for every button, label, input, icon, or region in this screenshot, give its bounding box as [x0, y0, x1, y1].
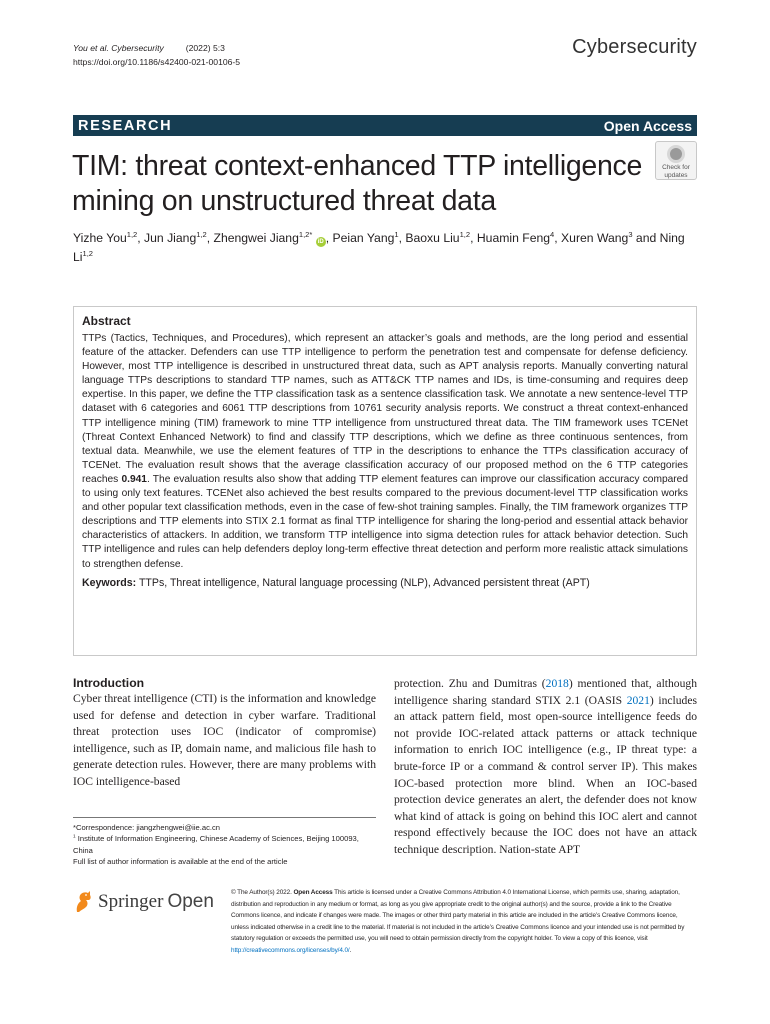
license-text: © The Author(s) 2022. Open Access This article is licensed under a Creative Commons Attribution 4.0 International License, which permits use, sharing, adaptation, distribution and reproduction in any medium or format, as long as you give appropriate credit to the original author(s) and the source, provide a link to the Creative Commons licence, and indicate if changes were made. The images or other third party material in this article are included in the article’s Creative Commons licence, unless indicated otherwise in a credit line to the material. If material is not included in the article’s Creative Commons licence and your intended use is not permitted by statutory regulation or exceeds the permitted use, you will need to obtain permission directly from the copyright holder. To view a copy of this licence, visit http://creativecommons.org/licenses/by/4.0/.: [231, 889, 685, 954]
keywords: [82, 576, 688, 591]
license-open-access: Open Access: [293, 889, 333, 896]
intro-right-column: [394, 676, 697, 859]
author-list: Yizhe You$^{1,2}$, Jun Jiang$^{1,2}$, Zhengwei Jiang$^{1,2*}$ iD , Peian Yang$^1$, Baoxu Liu$^{1,2}$, Huamin Feng$^4$, Xuren Wang$^3$ and Ning Li$^{1,2}$: [73, 229, 685, 264]
open-wordmark: Open: [167, 891, 214, 912]
section-label: RESEARCH: [78, 117, 173, 134]
check-for-updates-badge[interactable]: [655, 141, 697, 180]
author-affiliation: 1,2: [82, 248, 93, 258]
keywords-list: TTPs, Threat intelligence, Natural language processing (NLP), Advanced persistent threat (APT): [138, 576, 590, 589]
abstract-box: [73, 306, 697, 656]
author-name: Huamin Feng: [476, 231, 551, 245]
section-banner: [73, 115, 697, 136]
introduction-heading: Introduction: [73, 676, 145, 690]
correspondence-note: *Correspondence: jiangzhengwei@iie.ac.cn: [73, 823, 221, 832]
open-access-label: Open Access: [603, 117, 692, 134]
doi-link[interactable]: https://doi.org/10.1186/s42400-021-00106-5: [73, 57, 241, 67]
springer-wordmark: Springer: [98, 891, 164, 912]
abstract-heading: Abstract: [82, 314, 131, 328]
author-affiliation: 1,2: [459, 229, 471, 239]
affiliation-note: $^1$ Institute of Information Engineering, Chinese Academy of Sciences, Beijing 100093, China: [73, 833, 359, 855]
citation-journal: You et al. Cybersecurity: [73, 43, 164, 53]
author-affiliation: 1,2: [126, 229, 138, 239]
check-updates-icon: [667, 145, 685, 163]
author-affiliation: 3: [628, 229, 633, 239]
abstract-text: TTPs (Tactics, Techniques, and Procedures), which represent an attacker’s goals and methods, are the long period and essential feature of the attacker. Defenders can use TTP intelligence to perform the penetration test and compensate for defense deficiency. However, most TTP intelligence is described in unstructured threat data, such as APT analysis reports. Manually converting natural language TTPs descriptions to standard TTP names, such as ATT&CK TTP names and IDs, is time-consuming and requires deep expertise. In this paper, we define the TTP classification task as a sentence classification task. We annotate a new sentence-level TTP dataset with 6 categories and 6061 TTP descriptions from 10761 security analysis reports. We construct a threat context-enhanced TTP intelligence mining (TIM) framework to mine TTP intelligence from unstructured threat data. The TIM framework uses TCENet (Threat Context Enhanced Network) to find and classify TTP descriptions, which we define as three continuous sentences, from textual data. Meanwhile, we use the element features of TTP in the descriptions to enhance the TTPs classification accuracy of TCENet. The evaluation result shows that the average classification accuracy of our proposed method on the 6 TTP categories reaches 0.941. The evaluation results also show that adding TTP element features can improve our classification accuracy compared to using only text features. TCENet also achieved the best results compared to the previous document-level TTP classification works and other popular text classification methods, even in the case of few-shot training samples. Finally, the TIM framework organizes TTP descriptions and TTP elements into STIX 2.1 format as final TTP intelligence for sharing the long-period and essential attack behavior characteristics of attackers. In addition, we transform TTP intelligence into sigma detection rules for attack behavior detection. Such TTP intelligence and rules can help defenders deploy long-term effective threat detection and perform more realistic attack simulations to strengthen defense.: [82, 333, 689, 570]
author-name: Peian Yang: [332, 231, 395, 245]
author-affiliation: 1,2*: [298, 229, 313, 239]
citation-link[interactable]: 2021: [626, 693, 650, 707]
author-name: Ning Li: [73, 231, 685, 264]
author-affiliation: 1: [394, 229, 399, 239]
author-affiliation: 1,2: [196, 229, 207, 239]
author-affiliation: 4: [550, 229, 555, 239]
citation-link[interactable]: 2018: [545, 677, 569, 690]
accuracy-value: 0.941: [121, 473, 147, 485]
springer-horse-icon: [73, 890, 93, 914]
license-link[interactable]: http://creativecommons.org/licenses/by/4.0/: [231, 946, 350, 954]
citation-header: [73, 41, 240, 69]
springer-open-logo: [73, 890, 214, 914]
author-info-note: Full list of author information is available at the end of the article: [73, 856, 288, 866]
keywords-label: Keywords:: [82, 576, 137, 589]
check-updates-line2: updates: [664, 172, 688, 179]
author-name: Baoxu Liu: [405, 231, 460, 245]
orcid-icon[interactable]: iD: [317, 239, 324, 245]
journal-name: Cybersecurity: [572, 36, 697, 58]
footnotes: [73, 817, 376, 867]
author-name: Xuren Wang: [561, 231, 629, 245]
intro-paragraph-left: Cyber threat intelligence (CTI) is the information and knowledge used for defense and detection in cyber warfare. Traditional threat protection uses IOC (indicator of compromise) intelligence, such as IP, domain name, and malicious file hash to generate detection rules. However, there are many problems with IOC intelligence-based: [73, 692, 376, 788]
author-name: Yizhe You: [73, 231, 127, 245]
author-name: Jun Jiang: [144, 231, 197, 245]
citation-year: (2022) 5:3: [185, 43, 225, 53]
author-name: Zhengwei Jiang: [213, 231, 299, 245]
check-updates-line1: Check for: [662, 164, 690, 171]
article-title: TIM: threat context-enhanced TTP intelligence mining on unstructured threat data: [72, 150, 643, 217]
intro-paragraph-right: protection. Zhu and Dumitras (2018) mentioned that, although intelligence sharing standard STIX 2.1 (OASIS 2021) includes an attack pattern field, most open-source intelligence feeds do not provide IOC-related attack patterns or attack technique information to enrich IOC intelligence (e.g., IP threat type: a brute-force IP or a command & control server IP). This makes IOC-based protection more blind. When an IOC-based protection device generates an alert, the defender does not know what kind of attack is going on behind this IOC alert and cannot respond effectively because the IOC does not have an attack technique description. Nation-state APT: [394, 677, 697, 856]
intro-left-column: [73, 676, 376, 791]
